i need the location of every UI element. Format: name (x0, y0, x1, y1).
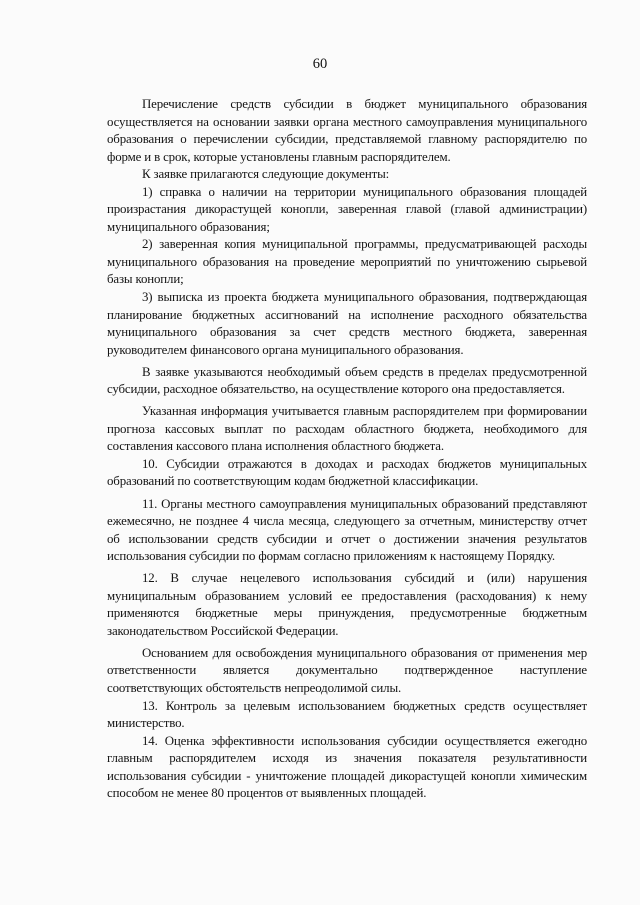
paragraph-clause-11: 11. Органы местного самоуправления муниципальных образований представляют ежемесячно, не позднее 4 числа месяца, следующего за отчетным, министерству отчет об использовании средств субсидии и отчет о достижении значения результатов использования субсидии по формам согласно приложениям к настоящему Порядку. (107, 496, 587, 564)
paragraph-exemption: Основанием для освобождения муниципального образования от применения мер ответственности является документально подтвержденное наступление соответствующих обстоятельств непреодолимой силы. (107, 645, 587, 695)
paragraph-document-1: 1) справка о наличии на территории муниципального образования площадей произрастания дикорастущей конопли, заверенная главой (главой администрации) муниципального образования; (107, 184, 587, 234)
paragraph-application-contents: В заявке указываются необходимый объем средств в пределах предусмотренной субсидии, расходное обязательство, на осуществление которого она предоставляется. (107, 364, 587, 397)
paragraph-clause-12: 12. В случае нецелевого использования субсидий и (или) нарушения муниципальным образованием условий ее предоставления (расходования) к нему применяются бюджетные меры принуждения, предусмотренные бюджетным законодательством Российской Федерации. (107, 571, 587, 638)
paragraph-clause-14: 14. Оценка эффективности использования субсидии осуществляется ежегодно главным распорядителем исходя из значения показателя результативности использования субсидии - уничтожение площадей дикорастущей конопли химическим способом не менее 80 процентов от выявленных площадей. (107, 733, 587, 801)
paragraph-clause-10: 10. Субсидии отражаются в доходах и расходах бюджетов муниципальных образований по соответствующим кодам бюджетной классификации. (107, 456, 587, 489)
document-body (107, 96, 587, 803)
paragraph-document-2: 2) заверенная копия муниципальной программы, предусматривающей расходы муниципального образования на проведение мероприятий по уничтожению сырьевой базы конопли; (107, 237, 587, 287)
paragraph-document-3: 3) выписка из проекта бюджета муниципального образования, подтверждающая планирование бюджетных ассигнований на исполнение расходного обязательства муниципального образования за счет средств местного бюджета, заверенная руководителем финансового органа муниципального образования. (107, 290, 587, 357)
paragraph-clause-13: 13. Контроль за целевым использованием бюджетных средств осуществляет министерство. (107, 698, 587, 731)
paragraph-information-usage: Указанная информация учитывается главным распорядителем при формировании прогноза кассовых выплат по расходам областного бюджета, необходимого для составления кассового плана исполнения областного бюджета. (107, 404, 587, 454)
page-number: 60 (312, 56, 328, 72)
paragraph-transfer-of-funds: Перечисление средств субсидии в бюджет муниципального образования осуществляется на основании заявки органа местного самоуправления муниципального образования о перечислении субсидии, представляемой главному распорядителю по форме и в срок, которые установлены главным распорядителем. (107, 97, 587, 164)
paragraph-attached-documents-intro: К заявке прилагаются следующие документы: (142, 167, 390, 182)
